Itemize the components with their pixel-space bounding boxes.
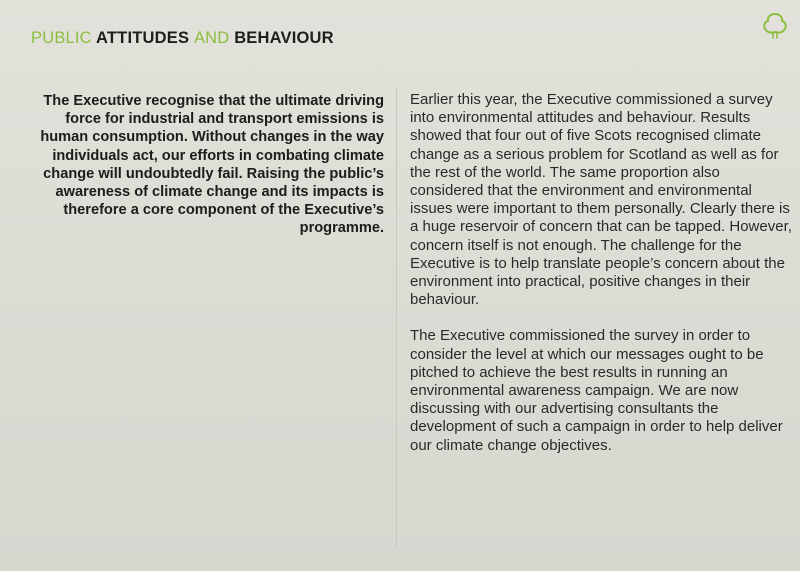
tree-outline-icon (760, 10, 790, 44)
heading-word-attitudes: ATTITUDES (96, 29, 190, 47)
column-divider (396, 88, 397, 548)
heading-word-and: AND (193, 29, 230, 47)
intro-paragraph: The Executive recognise that the ultimate driving force for industrial and transport emissions is human consumption. Without changes in the way individuals act, our efforts in combating climate change will undoubtedly fail. Raising the public’s awareness of climate change and its impacts is therefore a core component of the Executive’s programme. (40, 93, 384, 237)
heading-word-behaviour: BEHAVIOUR (234, 29, 334, 47)
body-paragraph-2: The Executive commissioned the survey in order to consider the level at which our messages ought to be pitched to achieve the best results in running an environmental awareness campaign. We are now discussing with our advertising consultants the development of such a campaign in order to help deliver our climate change objectives. (410, 327, 783, 454)
body-column (410, 91, 792, 455)
body-paragraph-1: Earlier this year, the Executive commissioned a survey into environmental attitudes and behaviour. Results showed that four out of five Scots recognised climate change as a serious problem for Scotland as well as for the rest of the world. The same proportion also considered that the environment and environmental issues were important to them personally. Clearly there is a huge reservoir of concern that can be tapped. However, concern itself is not enough. The challenge for the Executive is to help translate people’s concern about the environment into practical, positive changes in their behaviour. (410, 91, 792, 309)
page-heading (31, 29, 334, 48)
heading-word-public: PUBLIC (31, 29, 92, 47)
